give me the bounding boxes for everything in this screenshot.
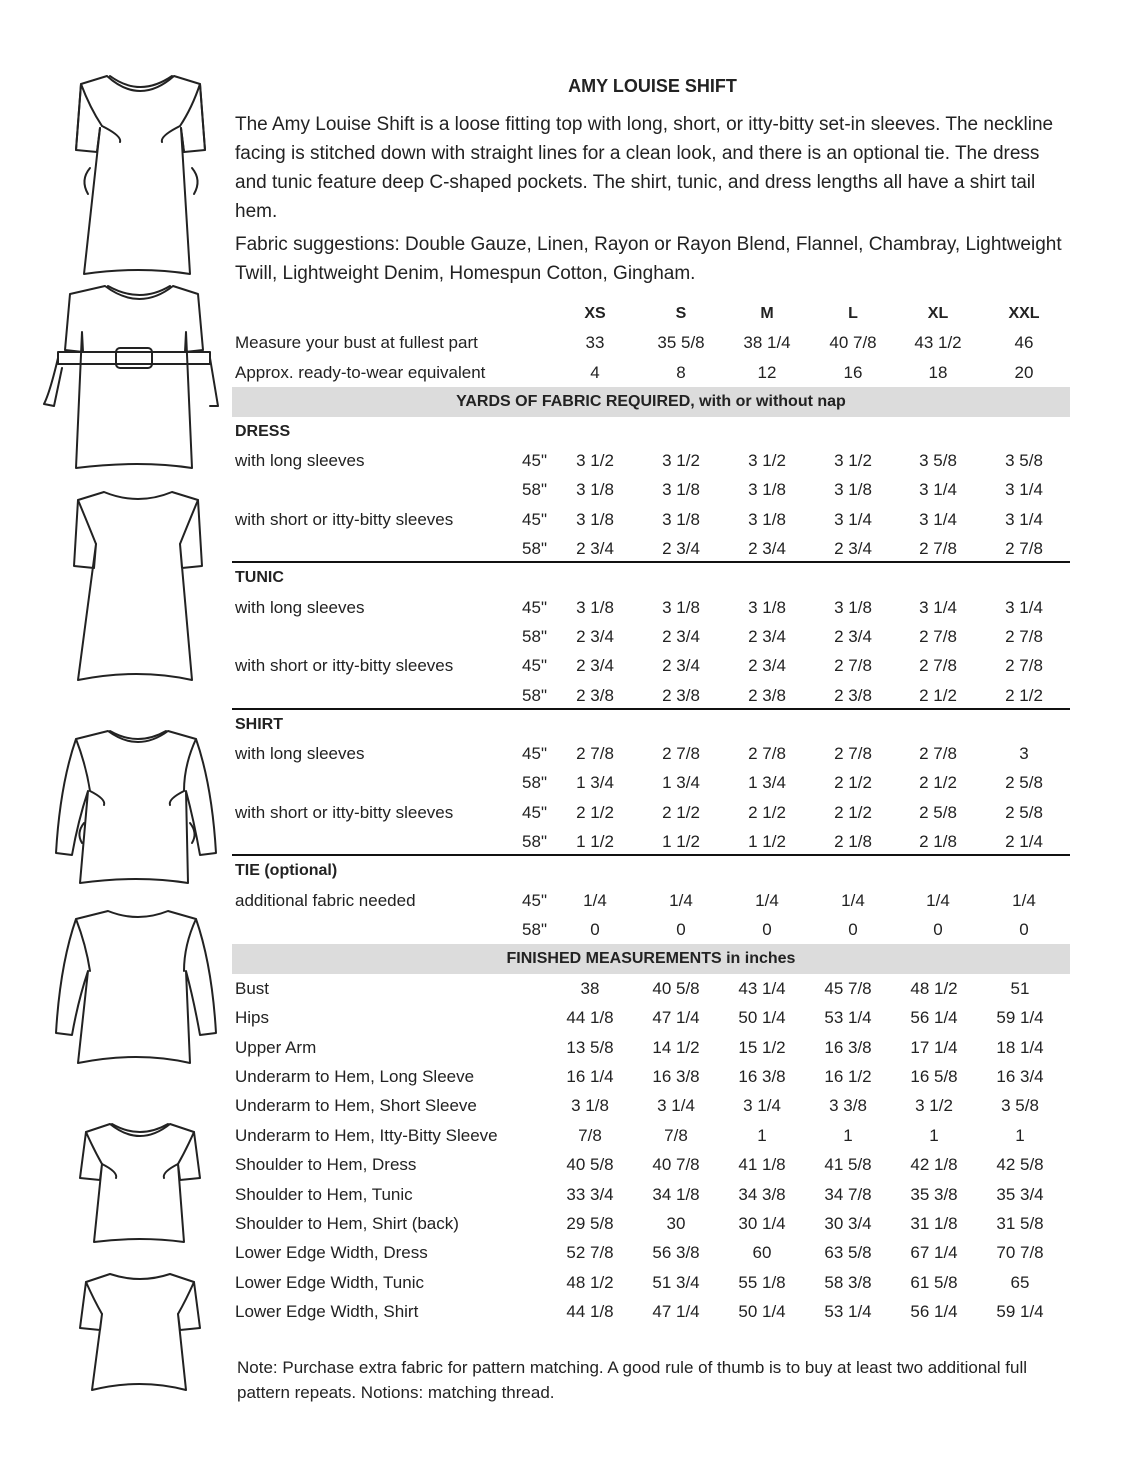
table-cell: 16 3/4 [996, 1066, 1044, 1086]
table-cell: 0 [676, 920, 686, 940]
table-cell: 59 1/4 [996, 1302, 1044, 1322]
table-cell: 0 [848, 920, 858, 940]
fabric-width: 58" [522, 626, 547, 646]
table-row [232, 827, 1070, 856]
table-cell: 2 3/4 [576, 626, 614, 646]
table-cell: 3 1/8 [662, 597, 700, 617]
table-cell: 2 3/4 [662, 656, 700, 676]
table-row [232, 915, 1070, 944]
row-label: Lower Edge Width, Tunic [235, 1272, 424, 1292]
table-cell: 1/4 [755, 890, 779, 910]
table-cell: 3 1/4 [919, 509, 957, 529]
fabric-width: 45" [522, 509, 547, 529]
fabric-width: 58" [522, 832, 547, 852]
table-cell: 8 [676, 362, 686, 382]
table-cell: 1 [843, 1125, 853, 1145]
table-cell: 2 5/8 [919, 802, 957, 822]
table-cell: 2 3/8 [662, 685, 700, 705]
fabric-width: 58" [522, 539, 547, 559]
table-cell: 15 1/2 [738, 1037, 786, 1057]
table-cell: 30 [666, 1213, 686, 1233]
table-cell: 41 1/8 [738, 1155, 786, 1175]
yardage-section [232, 417, 1070, 945]
table-row [232, 886, 1070, 915]
table-cell: 51 3/4 [652, 1272, 700, 1292]
table-cell: 3 1/2 [748, 450, 786, 470]
table-cell: 3 3/8 [829, 1096, 867, 1116]
table-cell: 3 1/8 [662, 509, 700, 529]
table-cell: 2 3/4 [748, 539, 786, 559]
table-cell: 3 1/4 [1005, 597, 1043, 617]
table-cell: 2 7/8 [1005, 626, 1043, 646]
table-cell: 45 7/8 [824, 978, 872, 998]
table-cell: 67 1/4 [910, 1243, 958, 1263]
table-cell: 53 1/4 [824, 1008, 872, 1028]
fabric-width: 45" [522, 656, 547, 676]
table-row [232, 534, 1070, 563]
table-cell: 7/8 [664, 1125, 688, 1145]
table-cell: 43 1/2 [914, 333, 962, 353]
table-cell: 3 1/4 [919, 480, 957, 500]
table-row [232, 1297, 1070, 1326]
fabric-width: 58" [522, 773, 547, 793]
table-row [232, 505, 1070, 534]
dress-with-tie-icon [40, 282, 225, 477]
table-cell: 42 5/8 [996, 1155, 1044, 1175]
table-row [232, 593, 1070, 622]
table-cell: 56 3/8 [652, 1243, 700, 1263]
table-row [232, 1091, 1070, 1120]
table-cell: 43 1/4 [738, 978, 786, 998]
table-cell: 2 5/8 [1005, 773, 1043, 793]
table-cell: 30 3/4 [824, 1213, 872, 1233]
size-label: S [675, 305, 687, 322]
table-cell: 2 3/4 [748, 626, 786, 646]
table-cell: 2 7/8 [919, 626, 957, 646]
table-cell: 3 1/8 [576, 509, 614, 529]
short-sleeve-shirt-front-icon [62, 1118, 222, 1253]
table-cell: 13 5/8 [566, 1037, 614, 1057]
table-cell: 1 1/2 [748, 832, 786, 852]
table-cell: 1/4 [926, 890, 950, 910]
rtw-equivalent-row [232, 358, 1070, 387]
fabric-width: 45" [522, 450, 547, 470]
table-cell: 2 1/2 [576, 802, 614, 822]
table-cell: 2 3/4 [662, 539, 700, 559]
table-cell: 34 3/8 [738, 1184, 786, 1204]
table-cell: 48 1/2 [566, 1272, 614, 1292]
table-cell: 2 1/2 [1005, 685, 1043, 705]
table-cell: 12 [757, 362, 777, 382]
table-cell: 3 1/8 [748, 480, 786, 500]
table-cell: 3 1/4 [919, 597, 957, 617]
table-cell: 2 3/4 [748, 656, 786, 676]
table-cell: 2 3/4 [834, 626, 872, 646]
table-cell: 3 1/8 [834, 597, 872, 617]
section-title-row [232, 417, 1070, 446]
table-cell: 70 7/8 [996, 1243, 1044, 1263]
finished-heading [232, 944, 1070, 973]
table-cell: 3 1/2 [915, 1096, 953, 1116]
pattern-description: The Amy Louise Shift is a loose fitting top with long, short, or itty-bitty set-in sleeves. The neckline facing is stitched down with straight lines for a clean look, and there is an optional tie. The dress and tunic feature deep C-shaped pockets. The shirt, tunic, and dress lengths all have a shirt tail hem. [235, 114, 1054, 222]
table-cell: 1/4 [669, 890, 693, 910]
table-row [232, 1003, 1070, 1032]
table-cell: 1 [1015, 1125, 1025, 1145]
table-cell: 2 1/2 [919, 773, 957, 793]
table-cell: 0 [933, 920, 943, 940]
size-label: L [848, 305, 858, 322]
table-cell: 47 1/4 [652, 1008, 700, 1028]
table-row [232, 739, 1070, 768]
row-label: with long sleeves [235, 597, 365, 617]
table-cell: 0 [762, 920, 772, 940]
table-cell: 16 3/8 [738, 1066, 786, 1086]
size-header-row [232, 299, 1070, 328]
table-cell: 2 7/8 [1005, 656, 1043, 676]
table-cell: 2 7/8 [834, 656, 872, 676]
row-label: Bust [235, 978, 270, 998]
table-cell: 38 [580, 978, 600, 998]
table-cell: 3 1/2 [576, 450, 614, 470]
table-cell: 53 1/4 [824, 1302, 872, 1322]
fabric-width: 58" [522, 480, 547, 500]
table-cell: 2 1/4 [1005, 832, 1043, 852]
table-row [232, 1033, 1070, 1062]
section-title-row [232, 563, 1070, 592]
table-cell: 50 1/4 [738, 1302, 786, 1322]
table-row [232, 798, 1070, 827]
section-title-row [232, 856, 1070, 885]
bust-measure-row [232, 328, 1070, 357]
table-row [232, 1062, 1070, 1091]
finished-section [232, 974, 1070, 1327]
table-cell: 18 [928, 362, 948, 382]
long-sleeve-shirt-back-icon [20, 905, 220, 1075]
table-cell: 48 1/2 [910, 978, 958, 998]
table-row [232, 622, 1070, 651]
table-cell: 3 1/8 [662, 480, 700, 500]
row-label: with long sleeves [235, 450, 365, 470]
table-row [232, 475, 1070, 504]
table-cell: 3 1/4 [743, 1096, 781, 1116]
fabric-width: 45" [522, 597, 547, 617]
table-row [232, 1150, 1070, 1179]
yardage-heading [232, 387, 1070, 416]
row-label: additional fabric needed [235, 890, 416, 910]
table-cell: 65 [1010, 1272, 1030, 1292]
row-label: Shoulder to Hem, Tunic [235, 1184, 413, 1204]
row-label: Measure your bust at fullest part [235, 333, 478, 353]
table-cell: 3 1/8 [571, 1096, 609, 1116]
row-label: with short or itty-bitty sleeves [235, 656, 454, 676]
table-cell: 3 5/8 [1001, 1096, 1039, 1116]
table-cell: 31 5/8 [996, 1213, 1044, 1233]
garment-illustrations [0, 0, 230, 1479]
table-cell: 14 1/2 [652, 1037, 700, 1057]
table-cell: 3 1/4 [657, 1096, 695, 1116]
table-cell: 1 [757, 1125, 767, 1145]
table-cell: 3 1/4 [1005, 480, 1043, 500]
table-cell: 3 1/8 [748, 597, 786, 617]
table-cell: 33 [585, 333, 605, 353]
table-row [232, 1238, 1070, 1267]
table-cell: 35 3/4 [996, 1184, 1044, 1204]
table-cell: 60 [752, 1243, 772, 1263]
table-cell: 41 5/8 [824, 1155, 872, 1175]
table-cell: 40 5/8 [652, 978, 700, 998]
size-chart-table [232, 299, 1070, 1327]
row-label: with long sleeves [235, 744, 365, 764]
table-cell: 2 1/2 [834, 773, 872, 793]
table-cell: 35 3/8 [910, 1184, 958, 1204]
table-cell: 2 3/8 [576, 685, 614, 705]
row-label: with short or itty-bitty sleeves [235, 509, 454, 529]
table-row [232, 1180, 1070, 1209]
table-cell: 2 1/2 [748, 802, 786, 822]
table-cell: 40 7/8 [829, 333, 877, 353]
short-sleeve-shirt-back-icon [62, 1268, 222, 1403]
table-row [232, 681, 1070, 710]
fabric-width: 45" [522, 744, 547, 764]
section-title: TIE (optional) [235, 862, 338, 880]
section-title: SHIRT [235, 715, 283, 733]
table-cell: 38 1/4 [743, 333, 791, 353]
table-cell: 1 1/2 [662, 832, 700, 852]
table-cell: 0 [1019, 920, 1029, 940]
table-cell: 1 [929, 1125, 939, 1145]
table-cell: 2 1/8 [834, 832, 872, 852]
table-cell: 33 3/4 [566, 1184, 614, 1204]
table-cell: 16 5/8 [910, 1066, 958, 1086]
table-cell: 2 7/8 [834, 744, 872, 764]
table-cell: 50 1/4 [738, 1008, 786, 1028]
table-row [232, 1121, 1070, 1150]
table-cell: 2 1/2 [662, 802, 700, 822]
table-cell: 35 5/8 [657, 333, 705, 353]
table-cell: 3 [1019, 744, 1029, 764]
table-cell: 3 1/8 [576, 597, 614, 617]
size-label: XL [927, 305, 949, 322]
row-label: Underarm to Hem, Short Sleeve [235, 1096, 477, 1116]
table-cell: 3 1/2 [834, 450, 872, 470]
table-cell: 34 1/8 [652, 1184, 700, 1204]
table-cell: 2 1/2 [919, 685, 957, 705]
table-cell: 52 7/8 [566, 1243, 614, 1263]
fabric-width: 58" [522, 920, 547, 940]
table-row [232, 974, 1070, 1003]
table-cell: 2 5/8 [1005, 802, 1043, 822]
fabric-width: 45" [522, 802, 547, 822]
table-cell: 29 5/8 [566, 1213, 614, 1233]
row-label: with short or itty-bitty sleeves [235, 802, 454, 822]
table-cell: 2 3/8 [834, 685, 872, 705]
table-cell: 7/8 [578, 1125, 602, 1145]
table-cell: 46 [1014, 333, 1034, 353]
section-title-row [232, 710, 1070, 739]
table-cell: 2 7/8 [919, 539, 957, 559]
table-cell: 3 1/2 [662, 450, 700, 470]
row-label: Shoulder to Hem, Shirt (back) [235, 1213, 459, 1233]
page-title: AMY LOUISE SHIFT [568, 76, 737, 96]
table-row [232, 651, 1070, 680]
table-cell: 16 3/8 [824, 1037, 872, 1057]
size-label: M [760, 305, 774, 322]
table-cell: 3 1/4 [1005, 509, 1043, 529]
table-cell: 2 3/4 [834, 539, 872, 559]
section-title: DRESS [235, 422, 291, 440]
row-label: Upper Arm [235, 1037, 317, 1057]
row-label: Shoulder to Hem, Dress [235, 1155, 417, 1175]
fabric-width: 45" [522, 890, 547, 910]
size-label: XXL [1008, 305, 1040, 322]
table-cell: 40 7/8 [652, 1155, 700, 1175]
row-label: Lower Edge Width, Dress [235, 1243, 428, 1263]
table-cell: 2 3/4 [662, 626, 700, 646]
table-cell: 17 1/4 [910, 1037, 958, 1057]
fabric-suggestions: Fabric suggestions: Double Gauze, Linen, Rayon or Rayon Blend, Flannel, Chambray, Lightweight Twill, Lightweight Denim, Homespun Cotton, Gingham. [235, 234, 1062, 284]
table-cell: 16 3/8 [652, 1066, 700, 1086]
table-cell: 47 1/4 [652, 1302, 700, 1322]
table-row [232, 1268, 1070, 1297]
table-cell: 2 7/8 [919, 744, 957, 764]
table-cell: 3 1/4 [834, 509, 872, 529]
table-cell: 1/4 [1012, 890, 1036, 910]
table-cell: 2 3/4 [576, 656, 614, 676]
long-sleeve-shirt-front-icon [20, 725, 220, 895]
section-title: TUNIC [235, 569, 284, 587]
table-row [232, 768, 1070, 797]
table-cell: 2 7/8 [662, 744, 700, 764]
table-cell: 1/4 [841, 890, 865, 910]
table-cell: 2 3/4 [576, 539, 614, 559]
table-cell: 31 1/8 [910, 1213, 958, 1233]
table-cell: 3 1/8 [834, 480, 872, 500]
table-cell: 56 1/4 [910, 1008, 958, 1028]
table-cell: 30 1/4 [738, 1213, 786, 1233]
row-label: Hips [235, 1008, 270, 1028]
table-cell: 1 1/2 [576, 832, 614, 852]
table-cell: 18 1/4 [996, 1037, 1044, 1057]
table-cell: 2 7/8 [1005, 539, 1043, 559]
footnote: Note: Purchase extra fabric for pattern matching. A good rule of thumb is to buy at least two additional full pattern repeats. Notions: matching thread. [237, 1358, 1027, 1402]
table-cell: 0 [590, 920, 600, 940]
row-label: Underarm to Hem, Long Sleeve [235, 1066, 475, 1086]
yardage-heading-text: YARDS OF FABRIC REQUIRED, with or without nap [456, 393, 846, 411]
table-cell: 3 5/8 [919, 450, 957, 470]
table-cell: 4 [590, 362, 600, 382]
table-cell: 44 1/8 [566, 1008, 614, 1028]
table-cell: 2 7/8 [748, 744, 786, 764]
table-cell: 63 5/8 [824, 1243, 872, 1263]
table-cell: 2 1/2 [834, 802, 872, 822]
table-row [232, 446, 1070, 475]
table-cell: 61 5/8 [910, 1272, 958, 1292]
table-cell: 1 3/4 [748, 773, 786, 793]
table-cell: 16 [843, 362, 863, 382]
table-cell: 42 1/8 [910, 1155, 958, 1175]
table-cell: 16 1/4 [566, 1066, 614, 1086]
table-cell: 16 1/2 [824, 1066, 872, 1086]
table-cell: 58 3/8 [824, 1272, 872, 1292]
table-cell: 1/4 [583, 890, 607, 910]
finished-heading-text: FINISHED MEASUREMENTS in inches [506, 950, 796, 968]
dress-front-icon [62, 68, 222, 283]
fabric-width: 58" [522, 685, 547, 705]
table-cell: 56 1/4 [910, 1302, 958, 1322]
table-cell: 44 1/8 [566, 1302, 614, 1322]
table-cell: 2 1/8 [919, 832, 957, 852]
table-cell: 3 5/8 [1005, 450, 1043, 470]
table-cell: 1 3/4 [576, 773, 614, 793]
table-cell: 51 [1010, 978, 1030, 998]
size-label: XS [584, 305, 606, 322]
table-cell: 2 3/8 [748, 685, 786, 705]
table-cell: 20 [1014, 362, 1034, 382]
table-cell: 2 7/8 [576, 744, 614, 764]
table-cell: 2 7/8 [919, 656, 957, 676]
table-cell: 1 3/4 [662, 773, 700, 793]
table-cell: 3 1/8 [748, 509, 786, 529]
table-cell: 59 1/4 [996, 1008, 1044, 1028]
dress-back-icon [60, 484, 220, 689]
table-cell: 40 5/8 [566, 1155, 614, 1175]
row-label: Underarm to Hem, Itty-Bitty Sleeve [235, 1125, 498, 1145]
table-cell: 3 1/8 [576, 480, 614, 500]
row-label: Approx. ready-to-wear equivalent [235, 362, 486, 382]
table-cell: 55 1/8 [738, 1272, 786, 1292]
table-cell: 34 7/8 [824, 1184, 872, 1204]
row-label: Lower Edge Width, Shirt [235, 1302, 419, 1322]
table-row [232, 1209, 1070, 1238]
